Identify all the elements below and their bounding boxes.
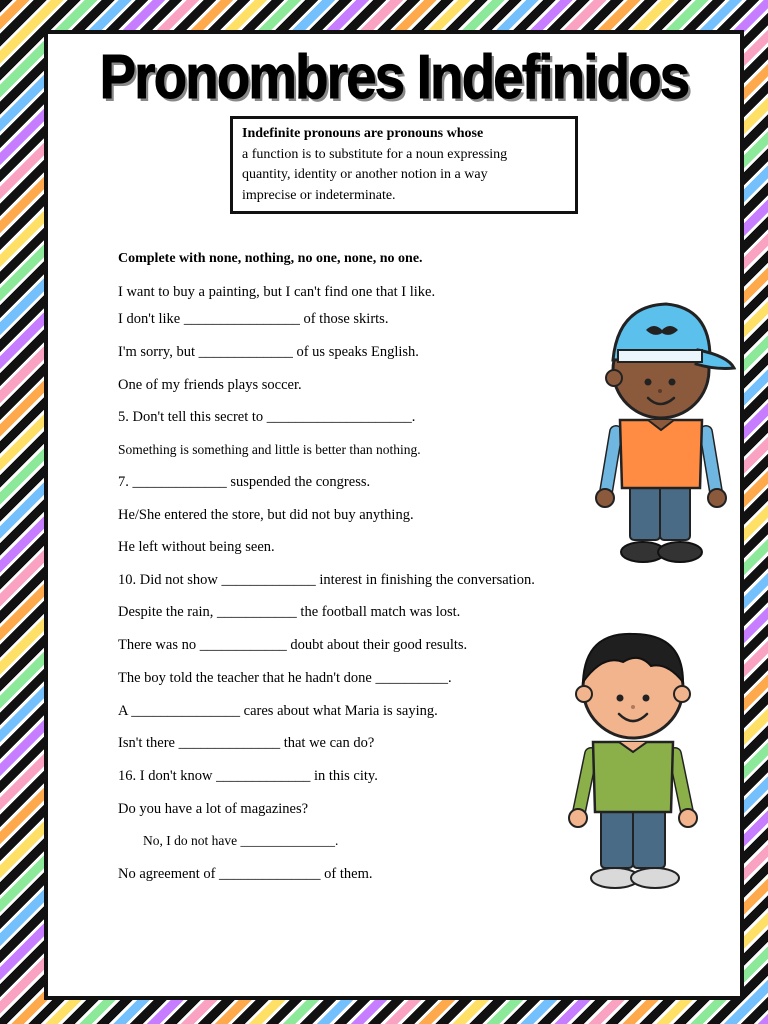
exercise-item: He left without being seen. xyxy=(118,539,275,555)
exercise-item: 10. Did not show _____________ interest in finishing the conversation. xyxy=(118,572,535,588)
boy-with-green-shirt-illustration xyxy=(563,604,713,894)
exercise-item: Isn't there ______________ that we can do? xyxy=(118,735,375,751)
exercise-item: The boy told the teacher that he hadn't done __________. xyxy=(118,670,452,686)
boy-with-cap-illustration xyxy=(588,270,738,570)
definition-line-2: a function is to substitute for a noun expressing xyxy=(242,146,508,162)
exercise-item: One of my friends plays soccer. xyxy=(118,377,302,393)
exercise-item: I'm sorry, but _____________ of us speaks English. xyxy=(118,344,419,360)
instruction-text: Complete with none, nothing, no one, none, no one. xyxy=(118,251,423,266)
definition-line-3: quantity, identity or another notion in a way xyxy=(242,167,488,182)
exercise-item: No, I do not have ______________. xyxy=(143,833,339,848)
exercise-item: He/She entered the store, but did not buy anything. xyxy=(118,507,414,523)
definition-box xyxy=(230,116,578,214)
definition-line-1: Indefinite pronouns are pronouns whose xyxy=(242,126,484,141)
exercise-item: 7. _____________ suspended the congress. xyxy=(118,474,371,490)
exercise-item: I want to buy a painting, but I can't find one that I like. xyxy=(118,284,436,300)
definition-line-4: imprecise or indeterminate. xyxy=(242,187,396,203)
page-title: Pronombres Indefinidos xyxy=(99,43,689,112)
exercise-item: A _______________ cares about what Maria is saying. xyxy=(118,703,438,719)
exercise-item: Despite the rain, ___________ the football match was lost. xyxy=(118,604,461,620)
exercise-item: I don't like ________________ of those skirts. xyxy=(118,311,389,327)
exercise-item: Something is something and little is better than nothing. xyxy=(118,442,421,457)
exercise-item: Do you have a lot of magazines? xyxy=(118,801,309,817)
exercise-item: 16. I don't know _____________ in this city. xyxy=(118,768,378,784)
exercise-item: There was no ____________ doubt about their good results. xyxy=(118,637,468,653)
exercise-item: No agreement of ______________ of them. xyxy=(118,866,373,882)
worksheet-sheet xyxy=(44,30,744,1000)
exercise-item: 5. Don't tell this secret to ____________________. xyxy=(118,409,416,425)
